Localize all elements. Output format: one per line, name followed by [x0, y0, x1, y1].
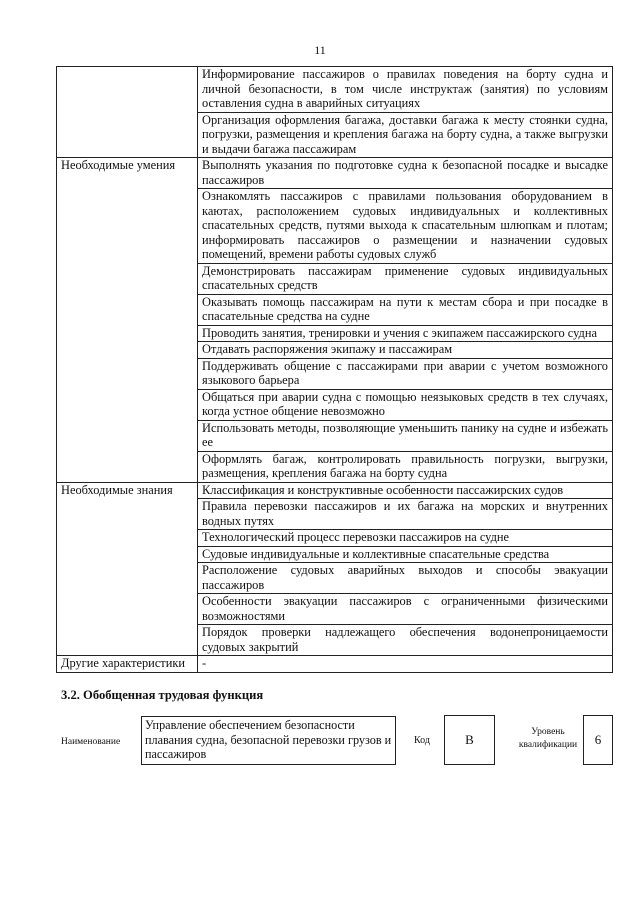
row-description: Классификация и конструктивные особенности пассажирских судов — [198, 482, 613, 499]
row-description: Выполнять указания по подготовке судна к безопасной посадке и высадке пассажиров — [198, 158, 613, 189]
row-description: Проводить занятия, тренировки и учения с экипажем пассажирского судна — [198, 325, 613, 342]
row-label — [57, 67, 198, 158]
row-description: Отдавать распоряжения экипажу и пассажирам — [198, 342, 613, 359]
table-row — [57, 482, 613, 499]
row-description: Особенности эвакуации пассажиров с ограниченными физическими возможностями — [198, 594, 613, 625]
row-description: Правила перевозки пассажиров и их багажа на морских и внутренних водных путях — [198, 499, 613, 530]
knowledge-label: Необходимые знания — [57, 482, 198, 656]
row-description: Судовые индивидуальные и коллективные спасательные средства — [198, 546, 613, 563]
qualification-level-box: 6 — [583, 715, 613, 765]
row-description: Организация оформления багажа, доставки багажа к месту стоянки судна, погрузки, размещения и крепления багажа на борту судна, а также выгрузки и выдачи багажа пассажирам — [198, 112, 613, 158]
row-description: Демонстрировать пассажирам применение судовых индивидуальных спасательных средств — [198, 263, 613, 294]
name-label: Наименование — [61, 737, 121, 747]
row-description: Оформлять багаж, контролировать правильность погрузки, выгрузки, размещения, крепления багажа на борту судна — [198, 451, 613, 482]
page-number: 11 — [314, 43, 326, 57]
row-description: Поддерживать общение с пассажирами при аварии с учетом возможного языкового барьера — [198, 358, 613, 389]
row-description: Ознакомлять пассажиров с правилами пользования оборудованием в каютах, расположением судовых индивидуальных и коллективных спасательных средств, путями выхода к спасательным шлюпкам и плотам; информировать пассажиров о размещении и назначении судовых помещений, времени работы судовых служб — [198, 189, 613, 264]
table-row — [57, 158, 613, 189]
row-description: Порядок проверки надлежащего обеспечения водонепроницаемости судовых закрытий — [198, 625, 613, 656]
row-description: Использовать методы, позволяющие уменьшить панику на судне и избежать ее — [198, 420, 613, 451]
function-name-box: Управление обеспечением безопасности плавания судна, безопасной перевозки грузов и пассажиров — [141, 716, 396, 765]
row-description: Расположение судовых аварийных выходов и способы эвакуации пассажиров — [198, 563, 613, 594]
code-value-box: B — [444, 715, 495, 765]
qualification-level-label: Уровень квалификации — [518, 727, 578, 750]
row-description: - — [198, 656, 613, 673]
table-row — [57, 67, 613, 113]
row-description: Общаться при аварии судна с помощью неязыковых средств в тех случаях, когда устное общение невозможно — [198, 389, 613, 420]
section-title: 3.2. Обобщенная трудовая функция — [61, 688, 264, 702]
row-description: Технологический процесс перевозки пассажиров на судне — [198, 530, 613, 547]
row-description: Оказывать помощь пассажирам на пути к местам сбора и при посадке в спасательные средства на судне — [198, 294, 613, 325]
table-row — [57, 656, 613, 673]
other-characteristics-label: Другие характеристики — [57, 656, 198, 673]
skills-label: Необходимые умения — [57, 158, 198, 483]
code-label: Код — [414, 735, 430, 746]
row-description: Информирование пассажиров о правилах поведения на борту судна и личной безопасности, в том числе инструктаж (занятия) по условиям оставления судна в аварийных ситуациях — [198, 67, 613, 113]
competency-table — [56, 66, 613, 673]
